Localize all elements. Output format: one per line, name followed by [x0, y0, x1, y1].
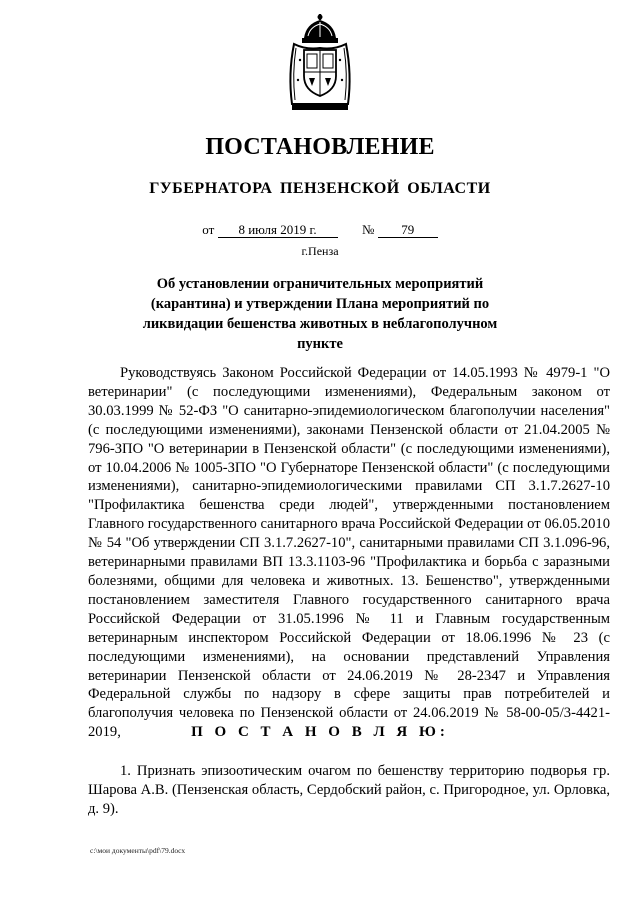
- document-number: 79: [378, 223, 438, 238]
- date-number-line: [0, 222, 640, 238]
- document-subtitle: ГУБЕРНАТОРА ПЕНЗЕНСКОЙ ОБЛАСТИ: [149, 180, 491, 197]
- item-1-paragraph: 1. Признать эпизоотическим очагом по бешенству территорию подворья гр. Шарова А.В. (Пензенская область, Сердобский район, с. Пригородное, ул. Орловка, д. 9).: [88, 763, 610, 817]
- coat-of-arms-icon: [284, 14, 356, 112]
- decree-word: П О С Т А Н О В Л Я Ю:: [191, 724, 449, 740]
- number-prefix: №: [362, 222, 375, 237]
- document-date: 8 июля 2019 г.: [218, 223, 338, 238]
- document-preamble: [88, 364, 610, 742]
- document-title: ПОСТАНОВЛЕНИЕ: [205, 134, 435, 160]
- footer-file-path: c:\мои документы\pdf\79.docx: [90, 846, 186, 855]
- preamble-paragraph: Руководствуясь Законом Российской Федерации от 14.05.1993 № 4979-1 "О ветеринарии" (с последующими изменениями), Федеральным законом от 30.03.1999 № 52-ФЗ "О санитарно-эпидемиологическом благополучии населения" (с последующими изменениями), законами Пензенской области от 21.04.2005 № 796-ЗПО "О ветеринарии в Пензенской области" (с последующими изменениями), от 10.04.2006 № 1005-ЗПО "О Губернаторе Пензенской области" (с последующими изменениями), санитарно-эпидемиологическими правилами СП 3.1.7.2627-10 "Профилактика бешенства среди людей", утвержденными постановлением Главного государственного санитарного врача Российской Федерации от 06.05.2010 № 54 "Об утверждении СП 3.1.7.2627-10", санитарными правилами СП 3.1.096-96, ветеринарными правилами ВП 13.3.1103-96 "Профилактика и борьба с заразными болезнями, общими для человека и животных. 13. Бешенство", утвержденными постановлением заместителя Главного государственного санитарного врача Российской Федерации от 31.05.1996 № 11 и Главным государственным ветеринарным инспектором Российской Федерации от 18.06.1996 № 23 (с последующими изменениями), на основании представлений Управления ветеринарии Пензенской области от 24.06.2019 № 28-2347 и Управления Федеральной службы по надзору в сфере защиты прав потребителей и благополучия человека по Пензенской области от 24.06.2019 № 58-00-05/3-4421-2019,: [88, 365, 610, 741]
- decree-item-1: [88, 762, 610, 819]
- date-prefix: от: [202, 222, 215, 237]
- document-heading: Об установлении ограничительных мероприятий (карантина) и утверждении Плана мероприятий по ликвидации бешенства животных в неблагополучном пункте: [142, 276, 498, 352]
- document-city: г.Пенза: [301, 244, 339, 258]
